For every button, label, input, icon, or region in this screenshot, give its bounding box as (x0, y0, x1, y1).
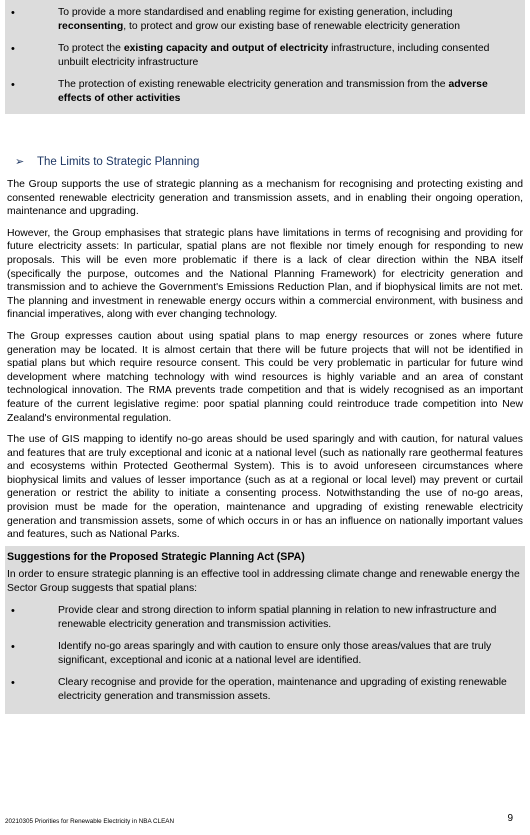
document-page (5, 0, 525, 714)
list-item (5, 602, 525, 634)
body-paragraph: The Group supports the use of strategic planning as a mechanism for recognising and protecting existing and consented renewable electricity generation and transmission assets, and in enabling their ongoing operation, maintenance and upgrading. (7, 179, 523, 218)
section-heading (15, 155, 525, 168)
list-item-text: Provide clear and strong direction to inform spatial planning in relation to new infrastructure and renewable electricity generation and transmission activities. (58, 604, 497, 630)
body-paragraph: However, the Group emphasises that strategic plans have limitations in terms of recognising and providing for future electricity assets: In particular, spatial plans are not flexible nor timely enough for responding to new proposals. This will be even more problematic if there is a lack of clear direction within the NBA itself (specifically the purpose, outcomes and the National Planning Framework) for electricity generation and transmission and to achieve the Government's Emissions Reduction Plan, and if biophysical limits are not met. The planning and investment in renewable energy occurs within a commercial environment, with business and financial imperatives, along with ever changing technology. (7, 227, 523, 321)
body-paragraph: The Group expresses caution about using spatial plans to map energy resources or zones where future generation may be located. It is almost certain that there will be future projects that will not be identified in spatial plans but which require resource consent. This could be very problematic in particular for future wind development where matching technology with wind resources is highly variable and an area of constant technological innovation. The RMA prevents trade competition and that is widely recognised as an important feature of the current legislative regime: poor spatial planning could reintroduce trade competition into New Zealand's environmental regulation. (7, 330, 523, 424)
list-item-text: Cleary recognise and provide for the operation, maintenance and upgrading of existing renewable electricity generation and transmission assets. (58, 676, 507, 702)
page-number: 9 (507, 813, 513, 824)
objectives-box (5, 0, 525, 114)
arrow-bullet-icon: ➢ (15, 156, 25, 168)
bullet-glyph: • (11, 79, 15, 91)
body-paragraph: The use of GIS mapping to identify no-go areas should be used sparingly and with caution, for natural values and features that are truly exceptional and iconic at a national level (such as nationally rare geothermal features and ecosystems within Protected Geothermal System). This is to avoid unforeseen circumstances where biophysical limits and values of lesser importance (such as at a regional or local level) may prevent or curtail generation or restrict the ability to initiate a consenting process. Notwithstanding the use of no-go areas, provision must be made for the operation, maintenance and upgrading of existing renewable electricity generation and transmission assets, some of which occurs in or has an influence on nationally important values and features, such as National Parks. (7, 434, 523, 541)
bullet-glyph: • (11, 676, 15, 689)
list-item-text: To provide a more standardised and enabling regime for existing generation, including reconsenting, to protect and grow our existing base of renewable electricity generation (58, 7, 460, 32)
list-item (5, 76, 525, 108)
bullet-glyph: • (11, 604, 15, 617)
list-item (5, 674, 525, 706)
list-item-text: Identify no-go areas sparingly and with caution to ensure only those areas/values that are truly significant, exceptional and iconic at a national level are identified. (58, 640, 492, 666)
list-item (5, 638, 525, 670)
list-item-text: To protect the existing capacity and output of electricity infrastructure, including consented unbuilt electricity infrastructure (58, 43, 490, 68)
list-item-text: The protection of existing renewable electricity generation and transmission from the adverse effects of other activities (58, 79, 488, 104)
suggestions-intro: In order to ensure strategic planning is an effective tool in addressing climate change and renewable energy the Sector Group suggests that spatial plans: (7, 568, 520, 594)
bullet-glyph: • (11, 640, 15, 653)
section-heading-text: The Limits to Strategic Planning (37, 155, 200, 168)
bullet-glyph: • (11, 7, 15, 19)
suggestions-title: Suggestions for the Proposed Strategic Planning Act (SPA) (7, 550, 305, 563)
bullet-glyph: • (11, 43, 15, 55)
footer-document-name: 20210305 Priorities for Renewable Electricity in NBA CLEAN (5, 818, 175, 825)
list-item (5, 40, 525, 72)
list-item (5, 4, 525, 36)
suggestions-box (5, 546, 525, 714)
